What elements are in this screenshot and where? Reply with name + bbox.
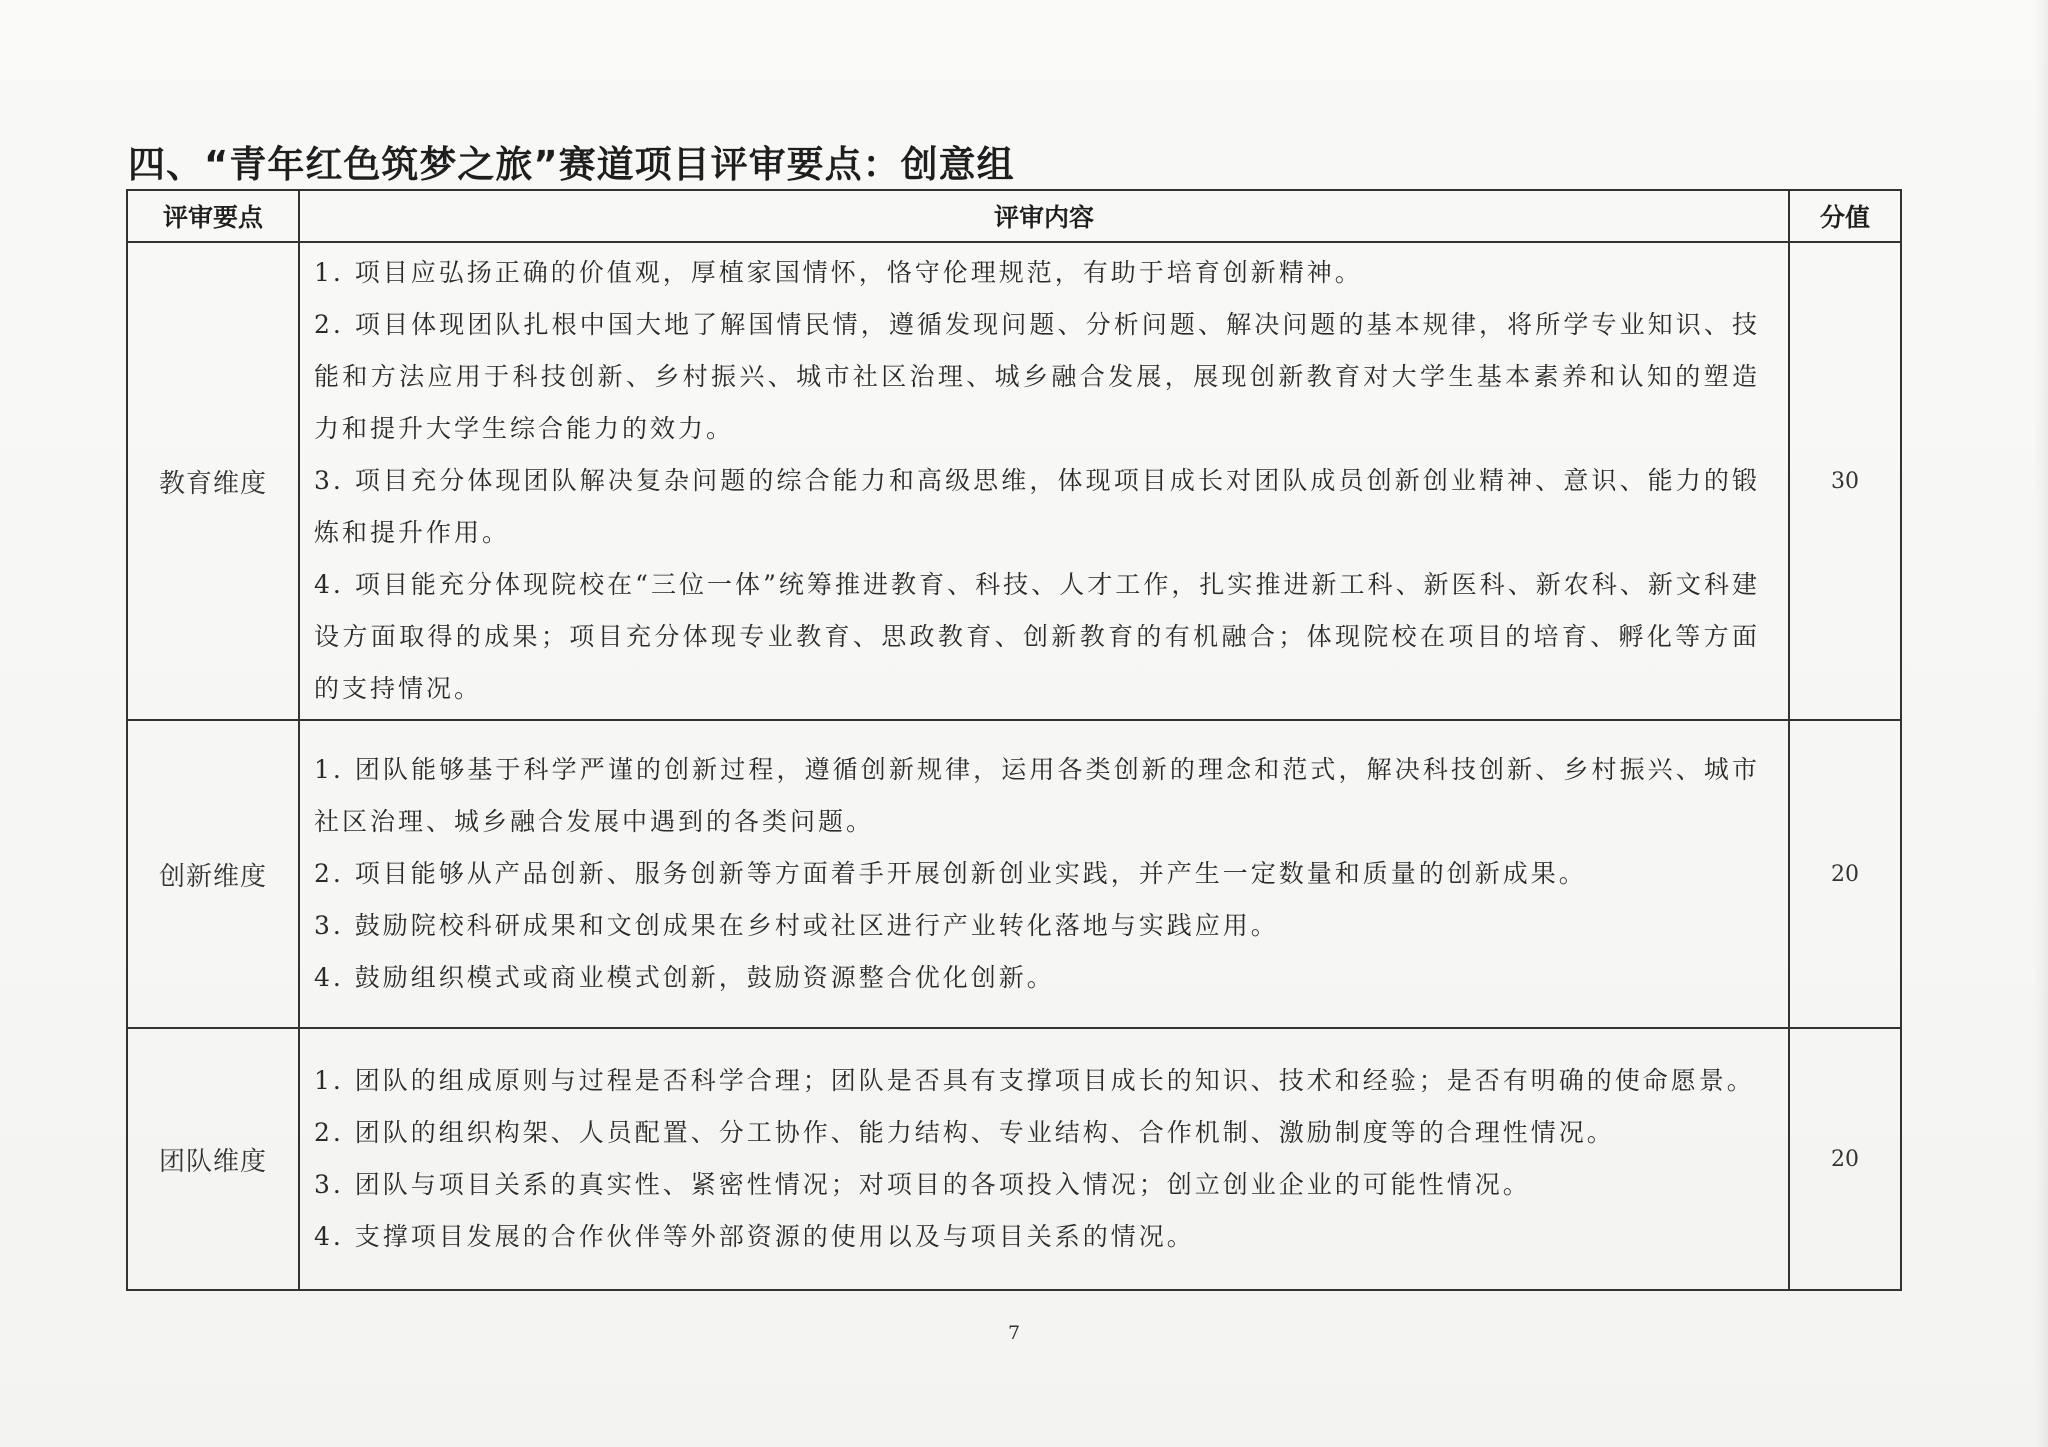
criteria-item: 3. 项目充分体现团队解决复杂问题的综合能力和高级思维，体现项目成长对团队成员创新创业精神、意识、能力的锻炼和提升作用。 — [314, 466, 1760, 547]
table-header-row — [127, 190, 1901, 242]
table-row-innovation — [127, 720, 1901, 1028]
criteria-item: 2. 项目能够从产品创新、服务创新等方面着手开展创新创业实践，并产生一定数量和质量的创新成果。 — [314, 859, 1587, 888]
criteria-item: 4. 鼓励组织模式或商业模式创新，鼓励资源整合优化创新。 — [314, 963, 1055, 992]
review-criteria-table — [126, 189, 1902, 1291]
criteria-item: 3. 团队与项目关系的真实性、紧密性情况；对项目的各项投入情况；创立创业企业的可能性情况。 — [314, 1170, 1531, 1199]
page-edge-shadow — [2034, 0, 2048, 1447]
score-value: 30 — [1789, 242, 1901, 720]
criteria-item: 2. 团队的组织构架、人员配置、分工协作、能力结构、专业结构、合作机制、激励制度等的合理性情况。 — [314, 1118, 1615, 1147]
header-review-point: 评审要点 — [127, 190, 299, 242]
dimension-label: 创新维度 — [127, 720, 299, 1028]
criteria-item: 1. 团队的组成原则与过程是否科学合理；团队是否具有支撑项目成长的知识、技术和经验；是否有明确的使命愿景。 — [314, 1066, 1755, 1095]
review-content — [299, 1028, 1789, 1290]
header-score: 分值 — [1789, 190, 1901, 242]
score-value: 20 — [1789, 720, 1901, 1028]
review-content — [299, 720, 1789, 1028]
score-value: 20 — [1789, 1028, 1901, 1290]
criteria-item: 2. 项目体现团队扎根中国大地了解国情民情，遵循发现问题、分析问题、解决问题的基本规律，将所学专业知识、技能和方法应用于科技创新、乡村振兴、城市社区治理、城乡融合发展，展现创新教育对大学生基本素养和认知的塑造力和提升大学生综合能力的效力。 — [314, 310, 1760, 443]
criteria-item: 1. 项目应弘扬正确的价值观，厚植家国情怀，恪守伦理规范，有助于培育创新精神。 — [314, 258, 1363, 287]
dimension-label: 教育维度 — [127, 242, 299, 720]
review-content — [299, 242, 1789, 720]
table-row-education — [127, 242, 1901, 720]
criteria-item: 4. 项目能充分体现院校在“三位一体”统筹推进教育、科技、人才工作，扎实推进新工科、新医科、新农科、新文科建设方面取得的成果；项目充分体现专业教育、思政教育、创新教育的有机融合；体现院校在项目的培育、孵化等方面的支持情况。 — [314, 570, 1760, 703]
criteria-item: 3. 鼓励院校科研成果和文创成果在乡村或社区进行产业转化落地与实践应用。 — [314, 911, 1279, 940]
table-row-team — [127, 1028, 1901, 1290]
criteria-item: 1. 团队能够基于科学严谨的创新过程，遵循创新规律，运用各类创新的理念和范式，解决科技创新、乡村振兴、城市社区治理、城乡融合发展中遇到的各类问题。 — [314, 755, 1760, 836]
page-number: 7 — [1007, 1322, 1021, 1344]
dimension-label: 团队维度 — [127, 1028, 299, 1290]
section-title: 四、“青年红色筑梦之旅”赛道项目评审要点：创意组 — [128, 143, 1015, 186]
header-review-content: 评审内容 — [299, 190, 1789, 242]
criteria-item: 4. 支撑项目发展的合作伙伴等外部资源的使用以及与项目关系的情况。 — [314, 1222, 1195, 1251]
